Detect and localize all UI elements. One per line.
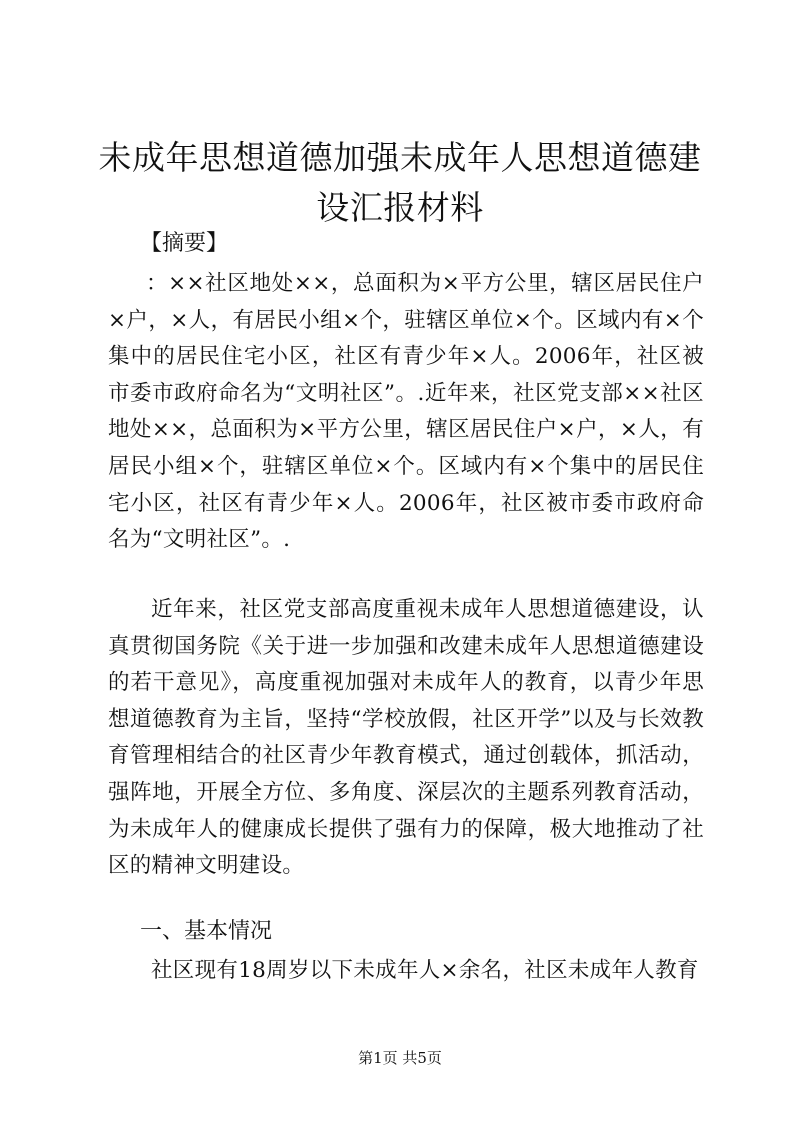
document-title: 未成年思想道德加强未成年人思想道德建设汇报材料 [98,138,702,227]
abstract-paragraph: ：××社区地处××，总面积为×平方公里，辖区居民住户×户，×人，有居民小组×个，驻辖区单位×个。区域内有×个集中的居民住宅小区，社区有青少年×人。2006年，社区被市委市政府命名为“文明社区”。.近年来，社区党支部××社区地处××，总面积为×平方公里，辖区居民住户×户，×人，有居民小组×个，驻辖区单位×个。区域内有×个集中的居民住宅小区，社区有青少年×人。2006年，社区被市委市政府命名为“文明社区”。. [108,271,704,553]
abstract-heading: 【摘要】 [140,231,229,256]
page-indicator: 第1页 共5页 [358,1049,442,1067]
body-paragraph-2: 社区现有18周岁以下未成年人×余名，社区未成年人教育 [151,958,699,983]
section-heading-basic-info: 一、基本情况 [140,919,273,944]
body-paragraph-1: 近年来，社区党支部高度重视未成年人思想道德建设，认真贯彻国务院《关于进一步加强和改建未成年人思想道德建设的若干意见》，高度重视加强对未成年人的教育，以青少年思想道德教育为主旨，坚持“学校放假，社区开学”以及与长效教育管理相结合的社区青少年教育模式，通过创载体，抓活动，强阵地，开展全方位、多角度、深层次的主题系列教育活动，为未成年人的健康成长提供了强有力的保障，极大地推动了社区的精神文明建设。 [108,597,704,879]
